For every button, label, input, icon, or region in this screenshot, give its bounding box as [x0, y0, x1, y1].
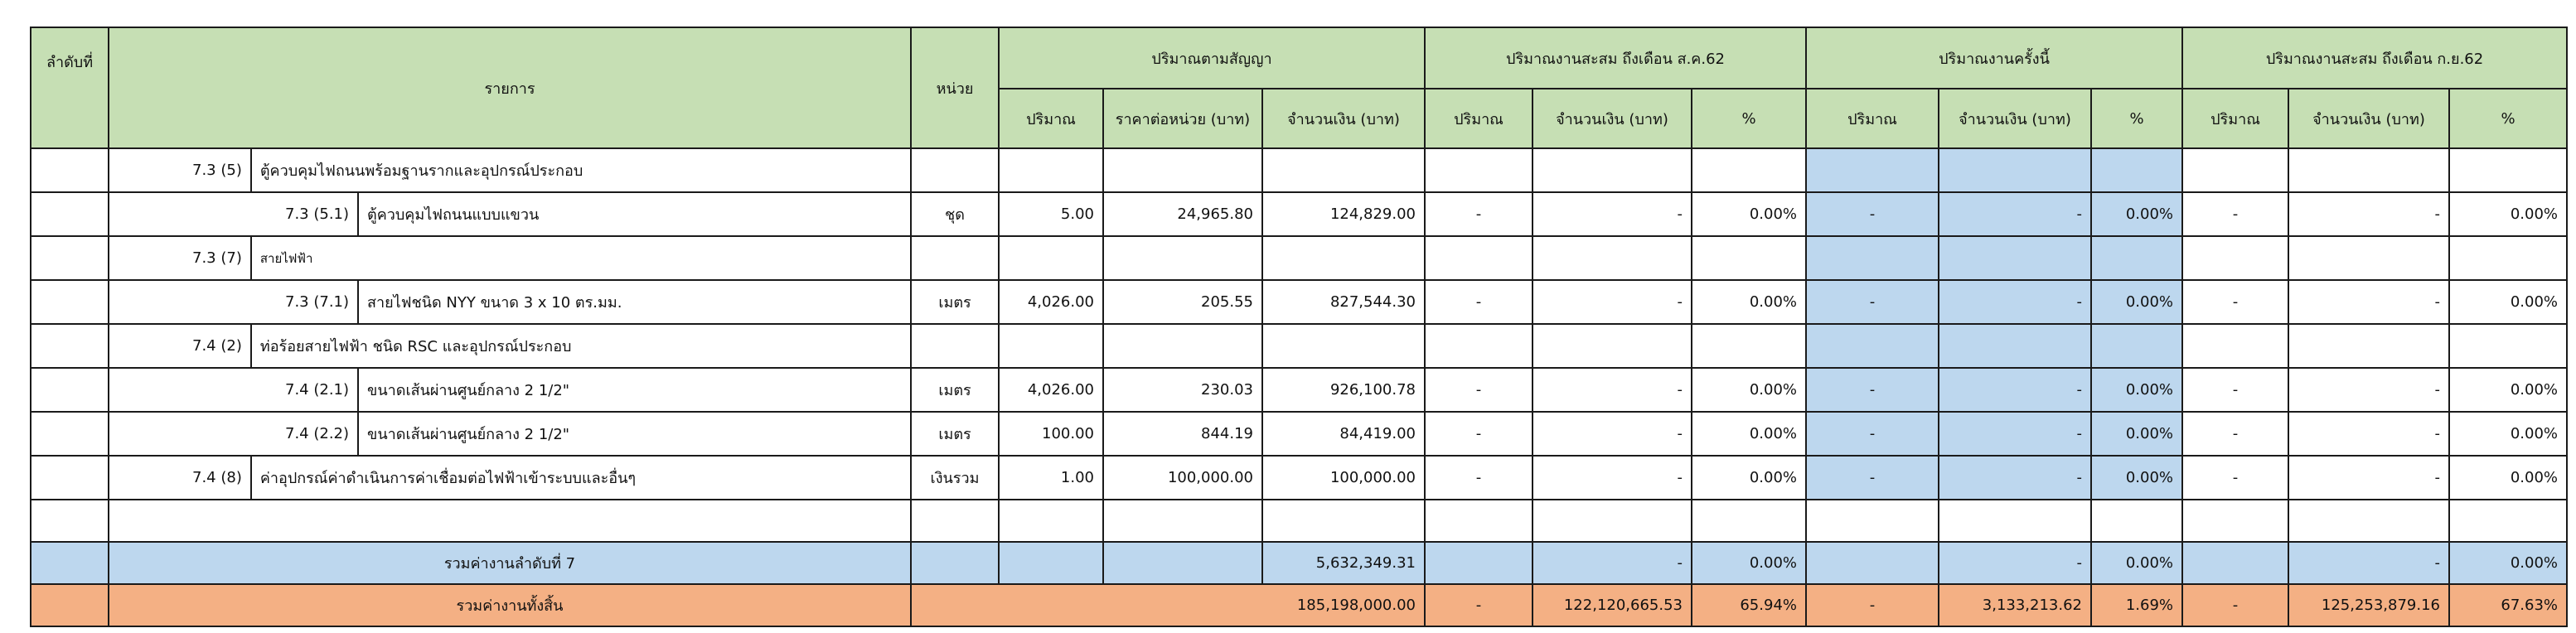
cum-qty-cell[interactable]: -	[2182, 368, 2288, 412]
table-row	[31, 456, 2567, 500]
this-amount-cell[interactable]: -	[1939, 412, 2091, 456]
this-qty-cell[interactable]	[1806, 148, 1939, 192]
unit-cell[interactable]: เมตร	[911, 280, 999, 324]
table-row	[31, 324, 2567, 368]
item-cell[interactable]	[109, 500, 911, 542]
grand-total-amount[interactable]: 185,198,000.00	[911, 584, 1425, 626]
prev-qty-cell[interactable]: -	[1425, 368, 1533, 412]
price-cell[interactable]: 100,000.00	[1103, 456, 1262, 500]
qty-cell[interactable]	[999, 542, 1103, 584]
this-amount-cell[interactable]	[1939, 500, 2091, 542]
item-description: ท่อร้อยสายไฟฟ้า ชนิด RSC และอุปกรณ์ประกอบ	[259, 338, 572, 355]
subtotal-row	[31, 542, 2567, 584]
cum-qty-cell[interactable]: -	[2182, 280, 2288, 324]
cum-amount-cell[interactable]	[2288, 324, 2449, 368]
prev-amount-cell[interactable]: -	[1533, 192, 1692, 236]
cum-pct-cell[interactable]	[2449, 236, 2567, 280]
item-cell[interactable]	[109, 148, 911, 192]
this-amount-cell[interactable]	[1939, 236, 2091, 280]
cum-amount-cell[interactable]	[2288, 500, 2449, 542]
this-qty-cell[interactable]: -	[1806, 192, 1939, 236]
grand-this-pct[interactable]: 1.69%	[2091, 584, 2182, 626]
this-qty-cell[interactable]: -	[1806, 280, 1939, 324]
subtotal-cum-amount[interactable]: -	[2288, 542, 2449, 584]
prev-qty-cell[interactable]: -	[1425, 412, 1533, 456]
item-code: 7.4 (2.2)	[275, 413, 359, 455]
amount-cell[interactable]	[1262, 500, 1425, 542]
unit-cell[interactable]: เมตร	[911, 368, 999, 412]
item-description: ขนาดเส้นผ่านศูนย์กลาง 2 1/2"	[367, 382, 570, 399]
progress-report-table	[30, 27, 2568, 627]
cum-pct-cell[interactable]: 0.00%	[2449, 412, 2567, 456]
seq-cell[interactable]	[31, 542, 109, 584]
item-cell[interactable]	[109, 236, 911, 280]
prev-qty-cell[interactable]	[1425, 500, 1533, 542]
qty-cell[interactable]	[999, 324, 1103, 368]
amount-cell[interactable]	[1262, 324, 1425, 368]
cum-qty-cell[interactable]: -	[2182, 412, 2288, 456]
prev-amount-cell[interactable]: -	[1533, 456, 1692, 500]
prev-amount-cell[interactable]	[1533, 236, 1692, 280]
table-row	[31, 280, 2567, 324]
this-pct-cell[interactable]: 0.00%	[2091, 368, 2182, 412]
prev-pct-cell[interactable]	[1692, 324, 1806, 368]
this-amount-cell[interactable]	[1939, 148, 2091, 192]
grand-total-label[interactable]: รวมค่างานทั้งสิ้น	[109, 584, 911, 626]
item-description: สายไฟฟ้า	[259, 250, 313, 266]
table-row	[31, 236, 2567, 280]
item-code: 7.3 (7.1)	[275, 281, 359, 323]
prev-pct-cell[interactable]: 0.00%	[1692, 280, 1806, 324]
seq-cell[interactable]	[31, 456, 109, 500]
prev-amount-cell[interactable]	[1533, 500, 1692, 542]
grand-cum-qty[interactable]: -	[2182, 584, 2288, 626]
table-row	[31, 192, 2567, 236]
this-pct-cell[interactable]	[2091, 148, 2182, 192]
qty-cell[interactable]: 1.00	[999, 456, 1103, 500]
qty-cell[interactable]	[999, 148, 1103, 192]
unit-cell[interactable]: เมตร	[911, 412, 999, 456]
seq-cell[interactable]	[31, 280, 109, 324]
this-pct-cell[interactable]: 0.00%	[2091, 412, 2182, 456]
cum-pct-cell[interactable]: 0.00%	[2449, 280, 2567, 324]
prev-amount-cell[interactable]	[1533, 324, 1692, 368]
qty-cell[interactable]: 5.00	[999, 192, 1103, 236]
price-cell[interactable]	[1103, 148, 1262, 192]
header-pct: %	[2449, 89, 2567, 148]
grand-this-amount[interactable]: 3,133,213.62	[1939, 584, 2091, 626]
header-amount: จำนวนเงิน (บาท)	[1939, 89, 2091, 148]
price-cell[interactable]	[1103, 324, 1262, 368]
header-contract: ปริมาณตามสัญญา	[999, 27, 1425, 89]
price-cell[interactable]	[1103, 542, 1262, 584]
item-description: ค่าอุปกรณ์ค่าดำเนินการค่าเชื่อมต่อไฟฟ้าเข้าระบบและอื่นๆ	[259, 470, 637, 487]
header-cum-now: ปริมาณงานสะสม ถึงเดือน ก.ย.62	[2182, 27, 2567, 89]
cum-qty-cell[interactable]: -	[2182, 192, 2288, 236]
header-item: รายการ	[109, 27, 911, 148]
prev-amount-cell[interactable]: -	[1533, 368, 1692, 412]
cum-amount-cell[interactable]: -	[2288, 412, 2449, 456]
header-pct: %	[1692, 89, 1806, 148]
prev-pct-cell[interactable]: 0.00%	[1692, 456, 1806, 500]
cum-qty-cell[interactable]	[2182, 236, 2288, 280]
item-description: ตู้ควบคุมไฟถนนพร้อมฐานรากและอุปกรณ์ประกอบ	[259, 162, 583, 180]
prev-amount-cell[interactable]	[1533, 148, 1692, 192]
cum-qty-cell[interactable]	[2182, 542, 2288, 584]
this-qty-cell[interactable]	[1806, 324, 1939, 368]
item-code: 7.4 (2)	[182, 325, 252, 367]
this-pct-cell[interactable]	[2091, 236, 2182, 280]
qty-cell[interactable]: 4,026.00	[999, 368, 1103, 412]
prev-pct-cell[interactable]: 0.00%	[1692, 192, 1806, 236]
header-qty: ปริมาณ	[1806, 89, 1939, 148]
price-cell[interactable]: 205.55	[1103, 280, 1262, 324]
prev-qty-cell[interactable]: -	[1425, 280, 1533, 324]
unit-cell[interactable]	[911, 324, 999, 368]
unit-cell[interactable]	[911, 500, 999, 542]
subtotal-prev-amount[interactable]: -	[1533, 542, 1692, 584]
this-amount-cell[interactable]: -	[1939, 456, 2091, 500]
cum-qty-cell[interactable]	[2182, 324, 2288, 368]
grand-cum-pct[interactable]: 67.63%	[2449, 584, 2567, 626]
this-amount-cell[interactable]	[1939, 324, 2091, 368]
grand-prev-pct[interactable]: 65.94%	[1692, 584, 1806, 626]
grand-prev-qty[interactable]: -	[1425, 584, 1533, 626]
amount-cell[interactable]: 124,829.00	[1262, 192, 1425, 236]
price-cell[interactable]	[1103, 500, 1262, 542]
cum-pct-cell[interactable]	[2449, 500, 2567, 542]
header-qty: ปริมาณ	[999, 89, 1103, 148]
item-cell[interactable]	[109, 324, 911, 368]
qty-cell[interactable]	[999, 500, 1103, 542]
this-qty-cell[interactable]: -	[1806, 412, 1939, 456]
subtotal-this-amount[interactable]: -	[1939, 542, 2091, 584]
this-qty-cell[interactable]	[1806, 500, 1939, 542]
seq-cell[interactable]	[31, 584, 109, 626]
cum-amount-cell[interactable]: -	[2288, 456, 2449, 500]
header-amount: จำนวนเงิน (บาท)	[2288, 89, 2449, 148]
unit-cell[interactable]	[911, 236, 999, 280]
amount-cell[interactable]	[1262, 236, 1425, 280]
seq-cell[interactable]	[31, 368, 109, 412]
unit-cell[interactable]: เงินรวม	[911, 456, 999, 500]
grand-prev-amount[interactable]: 122,120,665.53	[1533, 584, 1692, 626]
this-amount-cell[interactable]: -	[1939, 368, 2091, 412]
cum-amount-cell[interactable]	[2288, 236, 2449, 280]
grand-this-qty[interactable]: -	[1806, 584, 1939, 626]
item-cell[interactable]	[109, 412, 911, 456]
header-unit-price: ราคาต่อหน่วย (บาท)	[1103, 89, 1262, 148]
prev-qty-cell[interactable]	[1425, 324, 1533, 368]
header-unit: หน่วย	[911, 27, 999, 148]
grand-cum-amount[interactable]: 125,253,879.16	[2288, 584, 2449, 626]
this-pct-cell[interactable]	[2091, 324, 2182, 368]
prev-pct-cell[interactable]: 0.00%	[1692, 412, 1806, 456]
amount-cell[interactable]: 827,544.30	[1262, 280, 1425, 324]
unit-cell[interactable]	[911, 148, 999, 192]
item-code: 7.4 (2.1)	[275, 369, 359, 411]
cum-amount-cell[interactable]: -	[2288, 368, 2449, 412]
cum-pct-cell[interactable]	[2449, 148, 2567, 192]
price-cell[interactable]: 844.19	[1103, 412, 1262, 456]
prev-amount-cell[interactable]: -	[1533, 280, 1692, 324]
subtotal-this-pct[interactable]: 0.00%	[2091, 542, 2182, 584]
amount-cell[interactable]: 926,100.78	[1262, 368, 1425, 412]
seq-cell[interactable]	[31, 148, 109, 192]
item-cell[interactable]	[109, 368, 911, 412]
header-cum-prev: ปริมาณงานสะสม ถึงเดือน ส.ค.62	[1425, 27, 1806, 89]
this-qty-cell[interactable]: -	[1806, 368, 1939, 412]
subtotal-cum-pct[interactable]: 0.00%	[2449, 542, 2567, 584]
amount-cell[interactable]: 100,000.00	[1262, 456, 1425, 500]
prev-qty-cell[interactable]	[1425, 236, 1533, 280]
item-cell[interactable]	[109, 192, 911, 236]
prev-qty-cell[interactable]: -	[1425, 192, 1533, 236]
qty-cell[interactable]	[999, 236, 1103, 280]
seq-cell[interactable]	[31, 236, 109, 280]
item-code: 7.3 (5.1)	[275, 193, 359, 235]
amount-cell[interactable]: 84,419.00	[1262, 412, 1425, 456]
this-amount-cell[interactable]: -	[1939, 280, 2091, 324]
header-qty: ปริมาณ	[2182, 89, 2288, 148]
prev-pct-cell[interactable]	[1692, 500, 1806, 542]
header-qty: ปริมาณ	[1425, 89, 1533, 148]
price-cell[interactable]	[1103, 236, 1262, 280]
item-description: ขนาดเส้นผ่านศูนย์กลาง 2 1/2"	[367, 426, 570, 443]
subtotal-prev-pct[interactable]: 0.00%	[1692, 542, 1806, 584]
this-qty-cell[interactable]: -	[1806, 456, 1939, 500]
amount-cell[interactable]	[1262, 148, 1425, 192]
cum-amount-cell[interactable]	[2288, 148, 2449, 192]
header-this-period: ปริมาณงานครั้งนี้	[1806, 27, 2182, 89]
price-cell[interactable]: 24,965.80	[1103, 192, 1262, 236]
this-pct-cell[interactable]: 0.00%	[2091, 192, 2182, 236]
subtotal-label[interactable]: รวมค่างานลำดับที่ 7	[109, 542, 911, 584]
cum-qty-cell[interactable]	[2182, 500, 2288, 542]
blank-row	[31, 500, 2567, 542]
cum-amount-cell[interactable]: -	[2288, 192, 2449, 236]
table-row	[31, 368, 2567, 412]
cum-qty-cell[interactable]	[2182, 148, 2288, 192]
this-pct-cell[interactable]: 0.00%	[2091, 280, 2182, 324]
grand-total-row	[31, 584, 2567, 626]
prev-qty-cell[interactable]	[1425, 148, 1533, 192]
item-code: 7.3 (7)	[182, 237, 252, 279]
prev-qty-cell[interactable]: -	[1425, 456, 1533, 500]
item-code: 7.3 (5)	[182, 149, 252, 191]
cum-pct-cell[interactable]: 0.00%	[2449, 192, 2567, 236]
cum-amount-cell[interactable]: -	[2288, 280, 2449, 324]
prev-amount-cell[interactable]: -	[1533, 412, 1692, 456]
table-row	[31, 148, 2567, 192]
qty-cell[interactable]: 4,026.00	[999, 280, 1103, 324]
cum-pct-cell[interactable]: 0.00%	[2449, 368, 2567, 412]
cum-pct-cell[interactable]: 0.00%	[2449, 456, 2567, 500]
this-qty-cell[interactable]	[1806, 236, 1939, 280]
cum-qty-cell[interactable]: -	[2182, 456, 2288, 500]
prev-pct-cell[interactable]	[1692, 236, 1806, 280]
this-pct-cell[interactable]: 0.00%	[2091, 456, 2182, 500]
header-pct: %	[2091, 89, 2182, 148]
subtotal-amount[interactable]: 5,632,349.31	[1262, 542, 1425, 584]
header-amount: จำนวนเงิน (บาท)	[1533, 89, 1692, 148]
seq-cell[interactable]	[31, 500, 109, 542]
unit-cell[interactable]: ชุด	[911, 192, 999, 236]
item-cell[interactable]	[109, 280, 911, 324]
item-code: 7.4 (8)	[182, 457, 252, 499]
seq-cell[interactable]	[31, 412, 109, 456]
prev-pct-cell[interactable]: 0.00%	[1692, 368, 1806, 412]
header-amount: จำนวนเงิน (บาท)	[1262, 89, 1425, 148]
price-cell[interactable]: 230.03	[1103, 368, 1262, 412]
prev-qty-cell[interactable]	[1425, 542, 1533, 584]
seq-cell[interactable]	[31, 324, 109, 368]
unit-cell[interactable]	[911, 542, 999, 584]
item-cell[interactable]	[109, 456, 911, 500]
item-description: สายไฟชนิด NYY ขนาด 3 x 10 ตร.มม.	[367, 294, 622, 312]
cum-pct-cell[interactable]	[2449, 324, 2567, 368]
qty-cell[interactable]: 100.00	[999, 412, 1103, 456]
seq-cell[interactable]	[31, 192, 109, 236]
this-amount-cell[interactable]: -	[1939, 192, 2091, 236]
item-description: ตู้ควบคุมไฟถนนแบบแขวน	[367, 206, 540, 224]
header-seq: ลำดับที่	[31, 27, 109, 148]
table-row	[31, 412, 2567, 456]
this-pct-cell[interactable]	[2091, 500, 2182, 542]
prev-pct-cell[interactable]	[1692, 148, 1806, 192]
this-qty-cell[interactable]	[1806, 542, 1939, 584]
